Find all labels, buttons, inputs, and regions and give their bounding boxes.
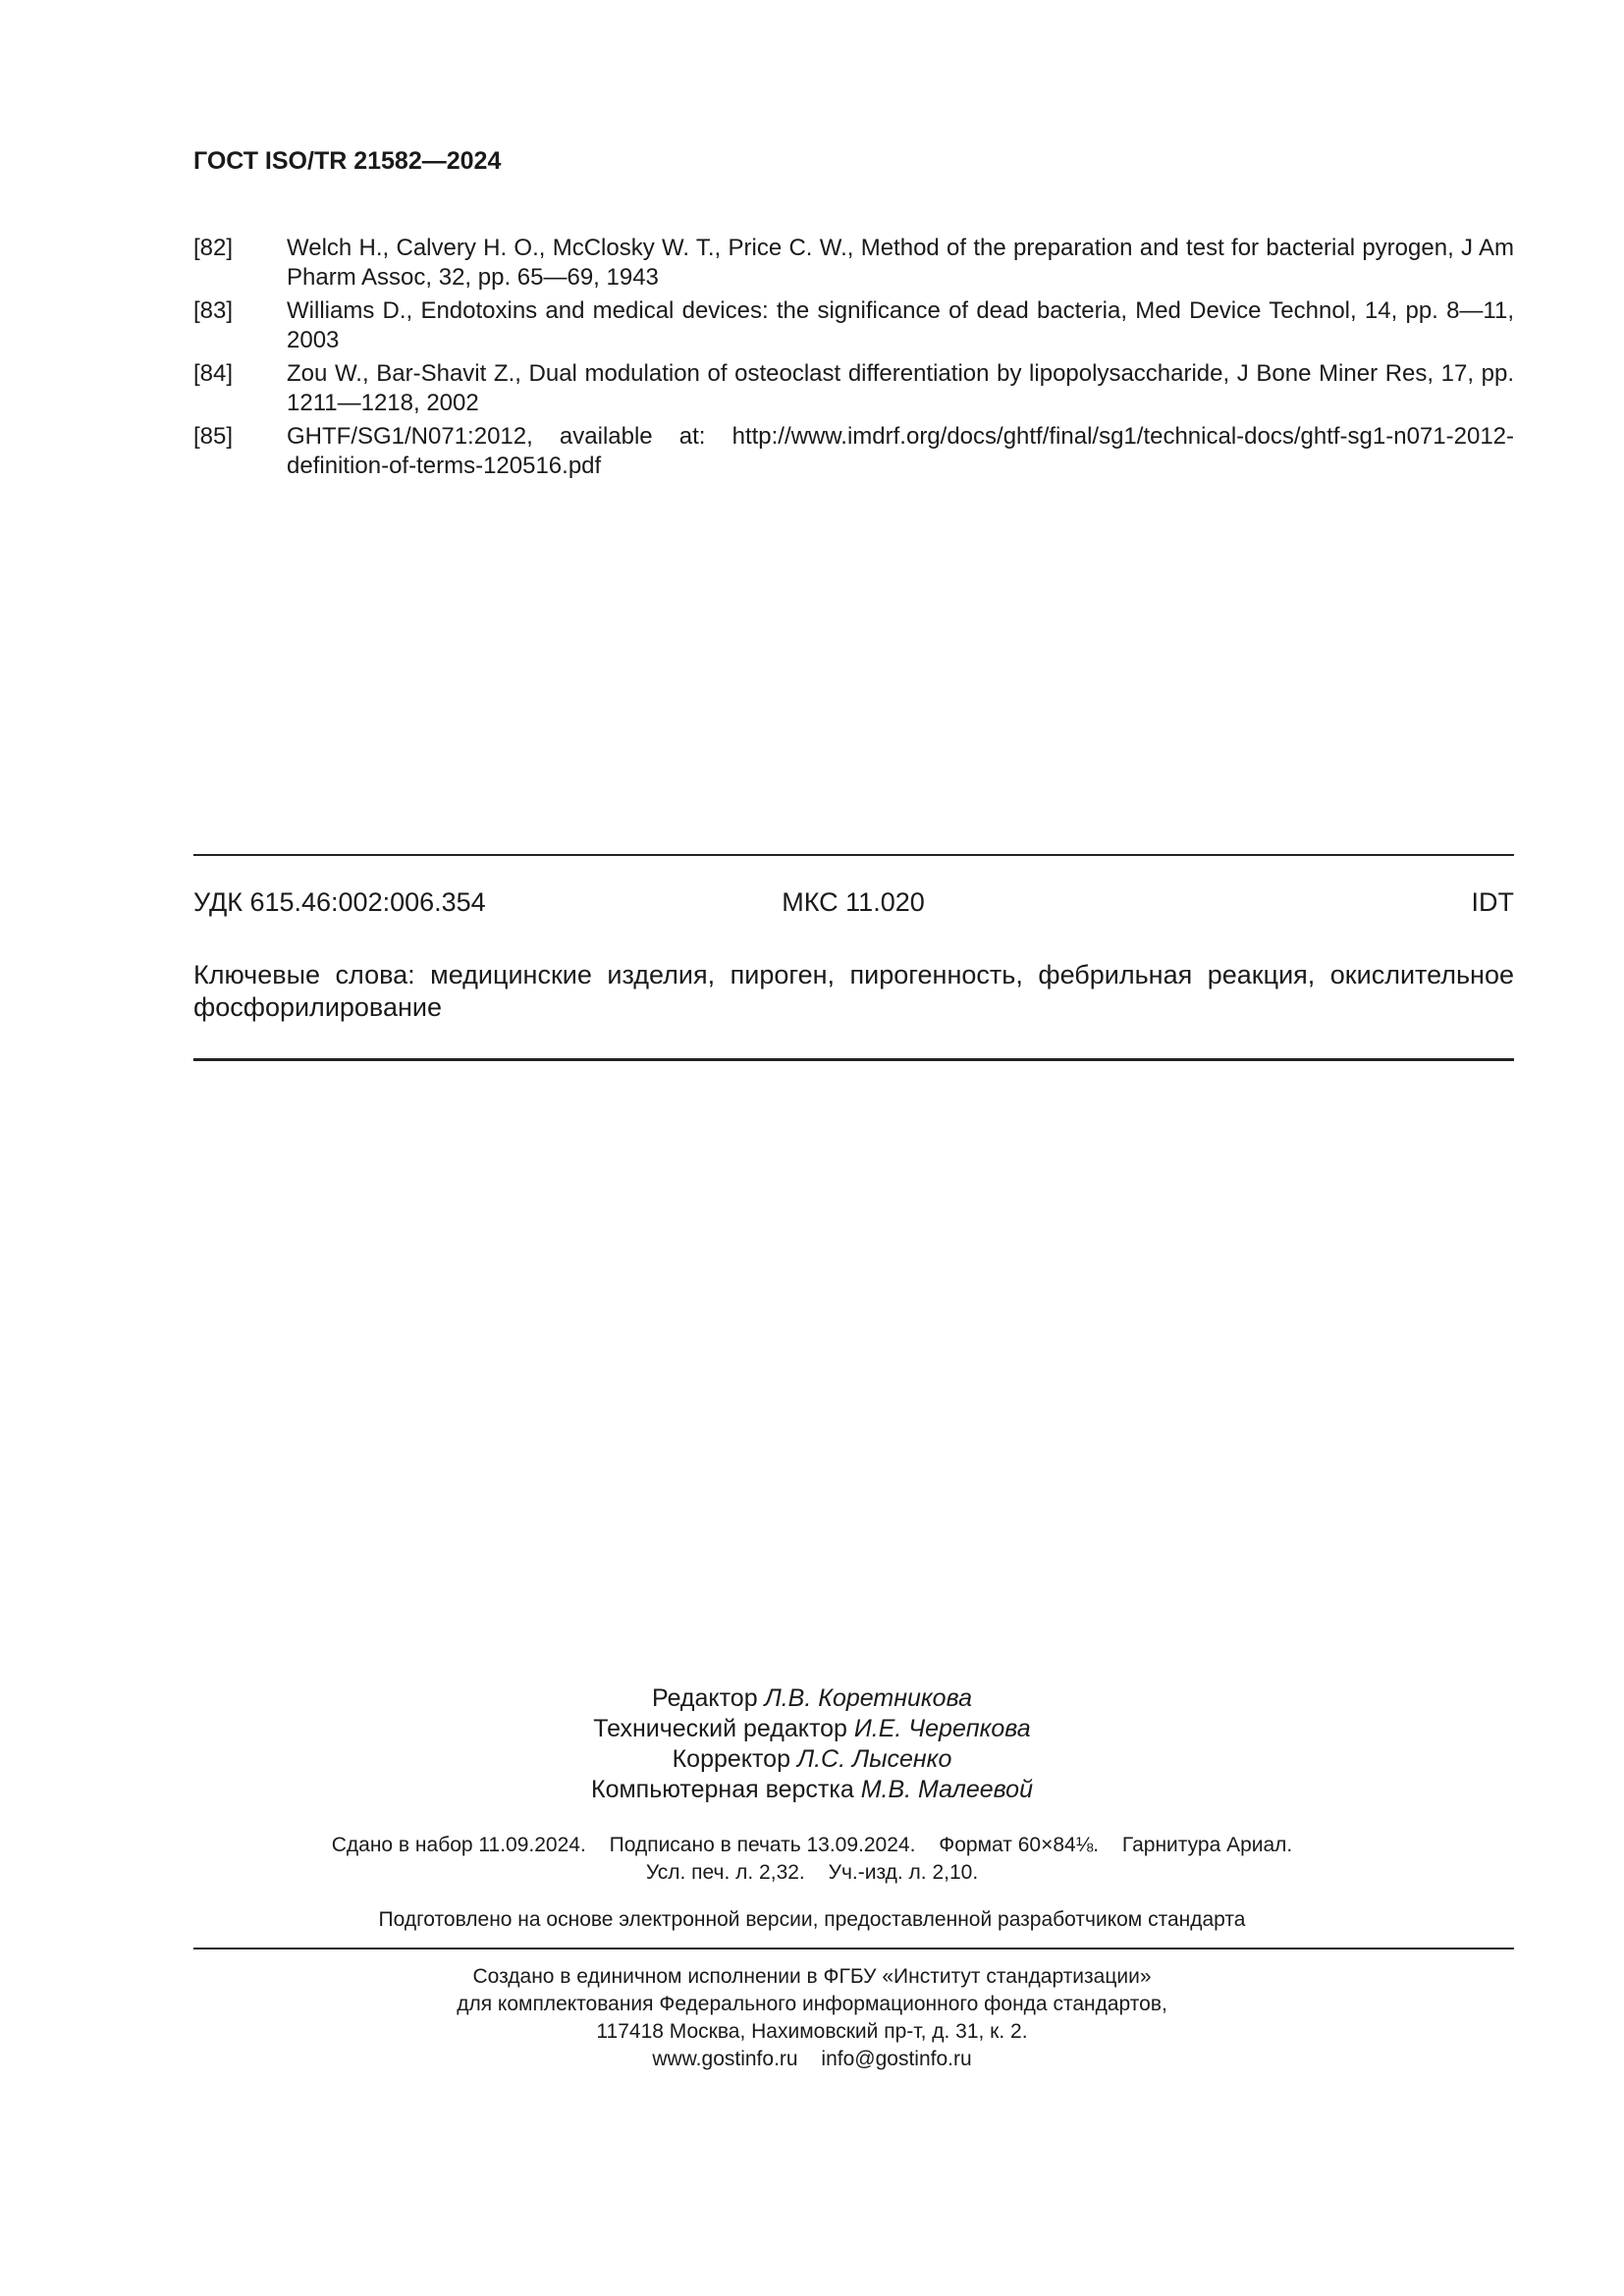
udk-code: УДК 615.46:002:006.354 [193,887,486,917]
reference-item [193,234,1514,293]
reference-item [193,359,1514,418]
email-link[interactable]: info@gostinfo.ru [821,2048,972,2070]
reference-item [193,422,1514,481]
reference-text: Zou W., Bar-Shavit Z., Dual modulation of osteoclast differentiation by lipopolysaccharide, J Bone Miner Res, 17, pp. 1211—1218, 2002 [287,360,1514,416]
credit-line: Корректор Л.С. Лысенко [672,1745,952,1773]
reference-number: [83] [193,297,234,324]
divider-bottom [193,1948,1514,1949]
credit-line: Технический редактор И.Е. Черепкова [593,1715,1031,1742]
page-header: ГОСТ ISO/TR 21582—2024 [193,147,502,175]
reference-text: Welch H., Calvery H. O., McClosky W. T., Price C. W., Method of the preparation and test for bacterial pyrogen, J Am Pharm Assoc, 32, pp. 65—69, 1943 [287,235,1514,291]
reference-text: Williams D., Endotoxins and medical devices: the significance of dead bacteria, Med Device Technol, 14, pp. 8—11, 2003 [287,297,1514,353]
prepared-note: Подготовлено на основе электронной версии, предоставленной разработчиком стандарта [378,1908,1246,1931]
reference-item [193,296,1514,355]
divider-top [193,854,1514,856]
reference-list [193,234,1514,485]
credits-block [0,1683,1624,1805]
idt-label: IDT [1471,887,1514,917]
reference-number: [84] [193,360,234,387]
keywords: Ключевые слова: медицинские изделия, пироген, пирогенность, фебрильная реакция, окислительное фосфорилирование [193,960,1514,1022]
divider-keywords [193,1058,1514,1061]
credit-line: Редактор Л.В. Коретникова [652,1684,972,1712]
credit-line: Компьютерная верстка М.В. Малеевой [591,1776,1033,1803]
mks-code: МКС 11.020 [782,887,925,917]
publisher-info: Создано в единичном исполнении в ФГБУ «Институт стандартизации» для комплектования Федерального информационного фонда стандартов, 117418 Москва, Нахимовский пр-т, д. 31, к. 2. www.gostinfo.ru info@gostinfo.ru [457,1965,1167,2070]
website-link[interactable]: www.gostinfo.ru [652,2048,798,2070]
reference-text: GHTF/SG1/N071:2012, available at: http://www.imdrf.org/docs/ghtf/final/sg1/technical-docs/ghtf-sg1-n071-2012-definition-of-terms-120516.pdf [287,423,1514,479]
print-info: Сдано в набор 11.09.2024. Подписано в печать 13.09.2024. Формат 60×84⅛. Гарнитура Ариал. Усл. печ. л. 2,32. Уч.-изд. л. 2,10. [331,1834,1293,1884]
reference-number: [85] [193,423,234,450]
reference-number: [82] [193,235,234,261]
classification-row [193,887,1514,918]
